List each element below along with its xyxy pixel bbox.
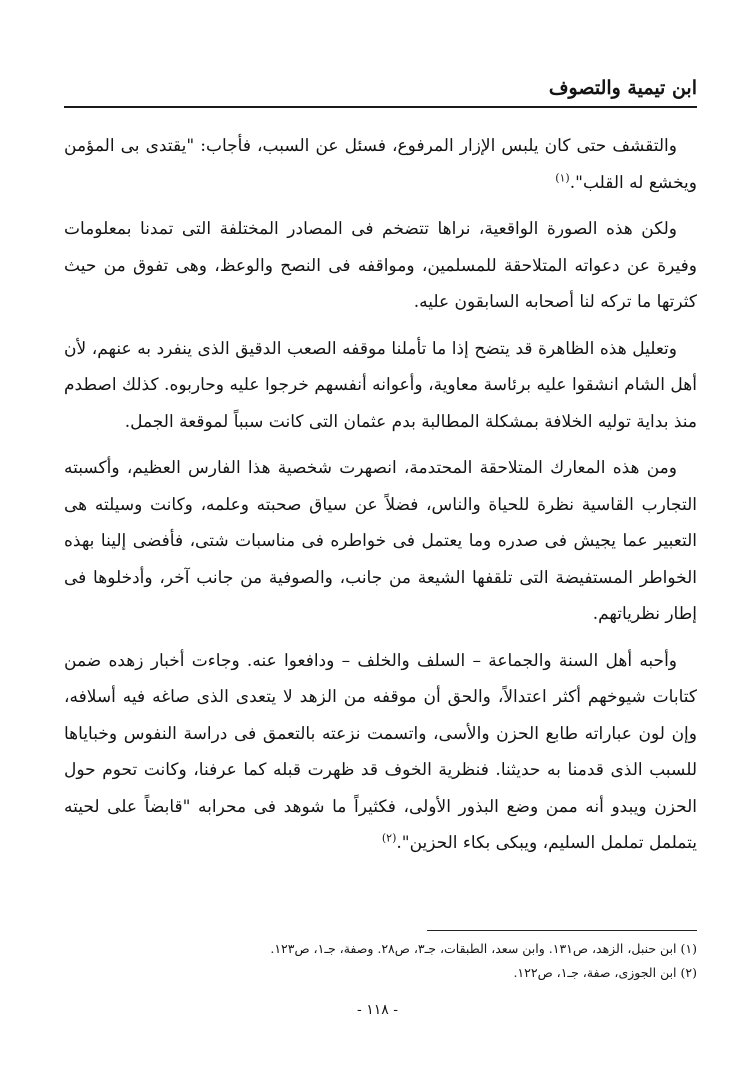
footnote-2: (٢) ابن الجوزى، صفة، جـ١، ص١٢٢. (513, 965, 697, 980)
paragraph-5 (64, 643, 697, 862)
running-header-title: ابن تيمية والتصوف (548, 77, 697, 99)
footnote-1: (١) ابن حنبل، الزهد، ص١٣١. وابن سعد، الطبقات، جـ٣، ص٢٨. وصفة، جـ١، ص١٢٣. (270, 941, 697, 956)
paragraph-4 (64, 450, 697, 633)
footnote-reference: (١) (555, 170, 570, 184)
paragraph-text: وتعليل هذه الظاهرة قد يتضح إذا ما تأملنا موقفه الصعب الدقيق الذى ينفرد به عنهم، لأن أهل الشام انشقوا عليه برئاسة معاوية، وأعوانه أنفسهم خرجوا عليه وحاربوه. كذلك اصطدم منذ بداية توليه الخلافة بمشكلة المطالبة بدم عثمان التى كانت سبباً لموقعة الجمل. (64, 338, 697, 432)
footnotes (64, 937, 697, 985)
page-number: - ١١٨ - (357, 1002, 398, 1018)
paragraph-1 (64, 128, 697, 201)
body-text (64, 128, 697, 862)
paragraph-2 (64, 211, 697, 321)
paragraph-text: والتقشف حتى كان يلبس الإزار المرفوع، فسئل عن السبب، فأجاب: "يقتدى بى المؤمن ويخشع له القلب". (64, 136, 697, 193)
paragraph-text: وأحبه أهل السنة والجماعة – السلف والخلف – ودافعوا عنه. وجاءت أخبار زهده ضمن كتابات شيوخهم أكثر اعتدالاً، والحق أن موقفه من الزهد لا يتعدى الذى صاغه فيه أسلافه، وإن لون عباراته طابع الحزن والأسى، واتسمت نزعته بالتعمق فى دراسة النفوس وخباياها للسبب الذى قدمنا به حديثنا. فنظرية الخوف قد ظهرت قبله كما عرفنا، وكانت تحوم حول الحزن ويبدو أنه ممن وضع البذور الأولى، فكثيراً ما شوهد فى محرابه "قابضاً على لحيته يتململ تململ السليم، ويبكى بكاء الحزين". (64, 650, 697, 853)
footnote-reference: (٢) (381, 831, 397, 845)
footnote-divider (427, 930, 697, 931)
header-divider (64, 106, 697, 108)
paragraph-3 (64, 331, 697, 441)
paragraph-text: ومن هذه المعارك المتلاحقة المحتدمة، انصهرت شخصية هذا الفارس العظيم، وأكسبته التجارب القاسية نظرة للحياة والناس، فضلاً عن سياق صحبته وعلمه، وكانت وسيلته هى التعبير عما يجيش فى صدره وما يعتمل فى خواطره فى مناسبات شتى، فأفضى إلينا بهذه الخواطر المستفيضة التى تلقفها الشيعة من جانب، والصوفية من جانب آخر، وأدخلوها فى إطار نظرياتهم. (64, 458, 697, 624)
paragraph-text: ولكن هذه الصورة الواقعية، نراها تتضخم فى المصادر المختلفة التى تمدنا بمعلومات وفيرة عن دعواته المتلاحقة للمسلمين، ومواقفه فى النصح والوعظ، وهى تفوق من حيث كثرتها ما تركه لنا أصحابه السابقون عليه. (64, 219, 697, 312)
